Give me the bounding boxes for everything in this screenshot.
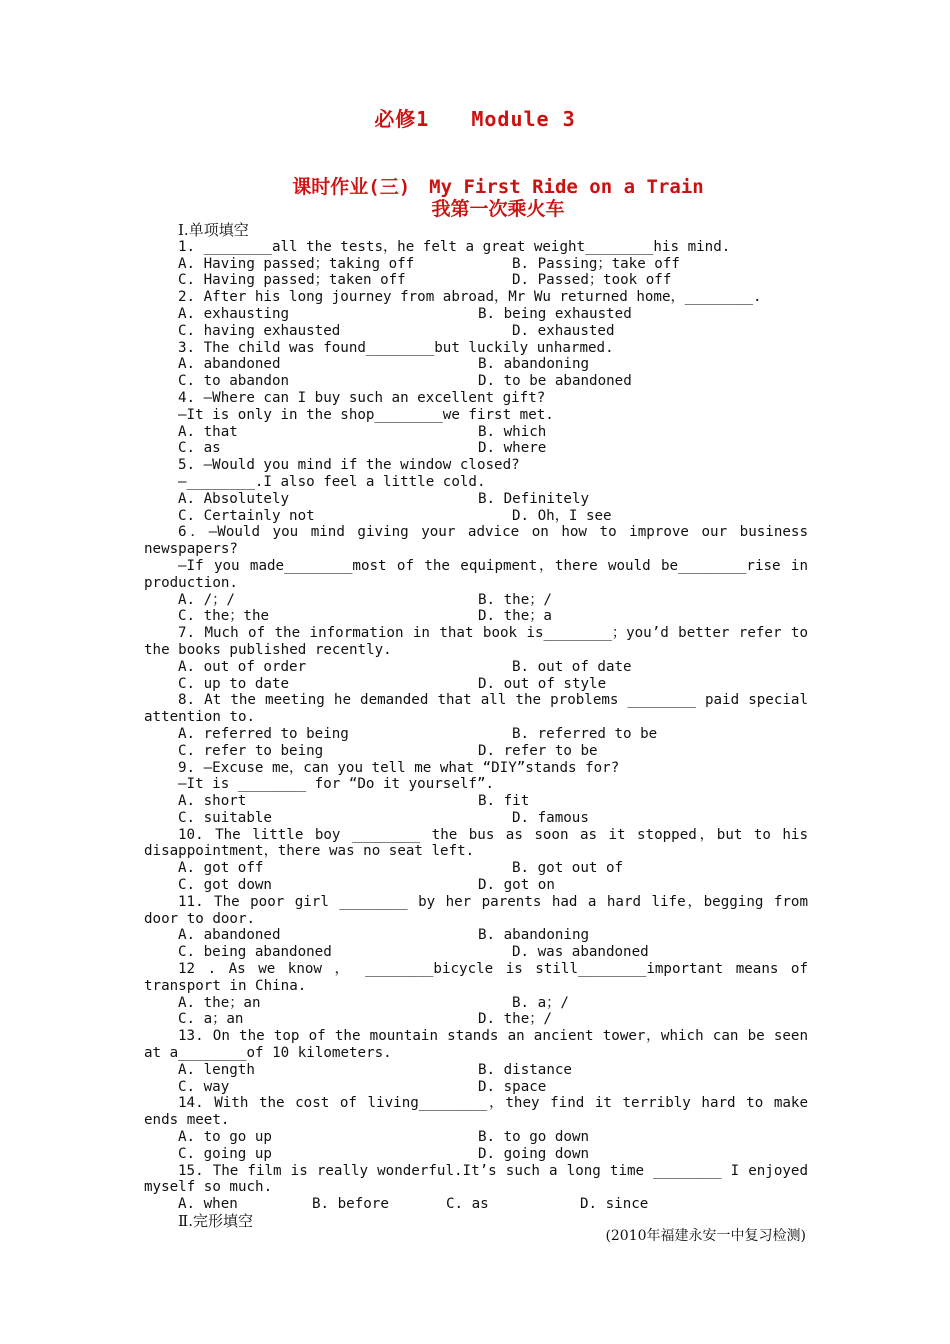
question-7-cont: the books published recently. [144,641,392,658]
source-note: (2010年福建永安一中复习检测) [605,1228,806,1244]
question-11-cont: door to door. [144,910,256,927]
exercise-content [144,222,808,1230]
options-row: A. short B. fit [178,793,530,810]
options-row: C. way D. space [178,1078,547,1095]
question-12: 12 . As we know ， ________bicycle is still________important means of [178,961,808,978]
question-13: 13. On the top of the mountain stands an ancient tower，which can be seen [178,1028,808,1045]
question-2: 2. After his long journey from abroad，Mr Wu returned home，________. [178,289,762,306]
options-row: C. a；an D. the；/ [178,1011,552,1028]
question-5-response: —________.I also feel a little cold. [178,473,486,490]
lesson-title-english: 课时作业(三) My First Ride on a Train [292,176,704,198]
question-13-cont: at a________of 10 kilometers. [144,1045,392,1062]
question-14-cont: ends meet. [144,1112,230,1129]
question-7: 7. Much of the information in that book is________；you’d better refer to [178,625,808,642]
question-1: 1. ________all the tests，he felt a great weight________his mind. [178,238,731,255]
lesson-title [0,176,950,220]
lesson-title-chinese: 我第一次乘火车 [431,198,565,220]
options-row: A. the；an B. a；/ [178,994,569,1011]
options-row: C. suitable D. famous [178,809,589,826]
options-row: A. length B. distance [178,1061,572,1078]
question-10: 10. The little boy ________ the bus as soon as it stopped，but to his [178,826,808,843]
question-6-cont: newspapers? [144,541,238,558]
options-row: C. refer to being D. refer to be [178,742,598,759]
options-row: A. Having passed；taking off B. Passing；take off [178,255,680,272]
question-8: 8. At the meeting he demanded that all the problems ________ paid special [178,692,808,709]
options-row: C. got down D. got on [178,877,555,894]
question-4: 4. —Where can I buy such an excellent gift? [178,389,546,406]
options-row: A. abandoned B. abandoning [178,356,590,373]
question-4-response: —It is only in the shop________we first met. [178,406,554,423]
question-3: 3. The child was found________but luckily unharmed. [178,339,614,356]
options-row: A. referred to being B. referred to be [178,725,658,742]
options-row: A. /；/ B. the；/ [178,591,552,608]
options-row: C. to abandon D. to be abandoned [178,373,632,390]
options-row: A. exhausting B. being exhausted [178,305,632,322]
options-row: A. Absolutely B. Definitely [178,490,590,507]
question-8-cont: attention to. [144,709,256,726]
options-row: A. to go up B. to go down [178,1129,590,1146]
question-15-cont: myself so much. [144,1179,273,1196]
question-9: 9. —Excuse me，can you tell me what “DIY”stands for? [178,759,620,776]
question-6: 6．—Would you mind giving your advice on how to improve our business [178,524,808,541]
question-11: 11. The poor girl ________ by her parents had a hard life，begging from [178,893,808,910]
question-9-response: —It is ________ for “Do it yourself”. [178,776,495,793]
options-row: C. having exhausted D. exhausted [178,322,615,339]
question-6-response: —If you made________most of the equipment，there would be________rise in [178,557,808,574]
options-row: C. Having passed；taken off D. Passed；took off [178,272,672,289]
question-10-cont: disappointment，there was no seat left. [144,843,475,860]
question-12-cont: transport in China. [144,977,307,994]
options-row: A. got off B. got out of [178,860,624,877]
options-row: C. the；the D. the；a [178,608,552,625]
options-row: A. that B. which [178,423,547,440]
options-row: C. going up D. going down [178,1145,590,1162]
question-14: 14. With the cost of living________，they find it terribly hard to make [178,1095,808,1112]
options-row: A. when B. before C. as D. since [178,1196,649,1213]
options-row: C. being abandoned D. was abandoned [178,944,649,961]
question-15: 15. The film is really wonderful.It’s such a long time ________ I enjoyed [178,1162,808,1179]
section-heading: Ⅱ.完形填空 [178,1212,253,1231]
options-row: A. out of order B. out of date [178,658,632,675]
options-row: A. abandoned B. abandoning [178,927,590,944]
options-row: C. Certainly not D. Oh，I see [178,507,612,524]
question-5: 5. —Would you mind if the window closed? [178,457,520,474]
section-heading: Ⅰ.单项填空 [178,221,249,239]
options-row: C. up to date D. out of style [178,675,607,692]
question-6-cont: production. [144,574,238,591]
page-title: 必修1 Module 3 [374,107,576,131]
options-row: C. as D. where [178,440,547,457]
